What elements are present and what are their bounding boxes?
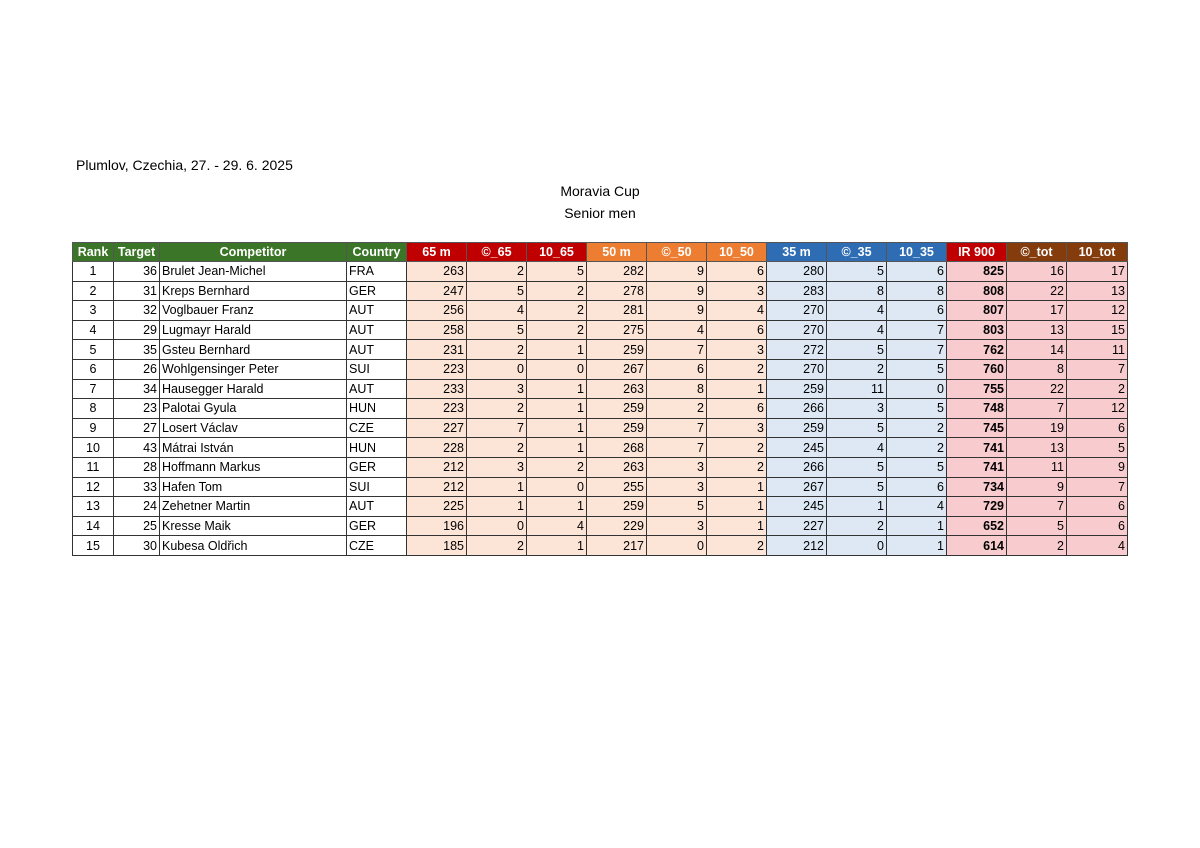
tens-tot-cell: 11	[1067, 340, 1128, 360]
tens-65-cell: 4	[527, 516, 587, 536]
tens-50-cell: 2	[707, 457, 767, 477]
score-50m-cell: 255	[587, 477, 647, 497]
tens-35-cell: 0	[887, 379, 947, 399]
target-cell: 29	[114, 320, 160, 340]
ir900-total-cell: 803	[947, 320, 1007, 340]
event-category: Senior men	[564, 205, 636, 221]
c-tot-cell: 5	[1007, 516, 1067, 536]
score-35m-cell: 212	[767, 536, 827, 556]
ir900-total-cell: 760	[947, 359, 1007, 379]
rank-cell: 12	[73, 477, 114, 497]
header-10-50: 10_50	[707, 243, 767, 262]
c-tot-cell: 14	[1007, 340, 1067, 360]
tens-65-cell: 1	[527, 379, 587, 399]
table-row	[73, 262, 1128, 282]
c50-cell: 7	[647, 418, 707, 438]
c-tot-cell: 9	[1007, 477, 1067, 497]
competitor-cell: Kreps Bernhard	[160, 281, 347, 301]
event-title-block	[0, 180, 1200, 224]
c50-cell: 3	[647, 477, 707, 497]
tens-50-cell: 2	[707, 438, 767, 458]
table-row	[73, 301, 1128, 321]
c35-cell: 2	[827, 359, 887, 379]
c65-cell: 4	[467, 301, 527, 321]
score-35m-cell: 270	[767, 359, 827, 379]
c35-cell: 11	[827, 379, 887, 399]
c50-cell: 9	[647, 281, 707, 301]
tens-65-cell: 1	[527, 536, 587, 556]
c35-cell: 4	[827, 320, 887, 340]
tens-tot-cell: 6	[1067, 516, 1128, 536]
table-row	[73, 320, 1128, 340]
score-50m-cell: 263	[587, 457, 647, 477]
table-row	[73, 516, 1128, 536]
score-65m-cell: 223	[407, 399, 467, 419]
header-10-tot: 10_tot	[1067, 243, 1128, 262]
tens-35-cell: 8	[887, 281, 947, 301]
c50-cell: 6	[647, 359, 707, 379]
score-65m-cell: 223	[407, 359, 467, 379]
tens-tot-cell: 12	[1067, 301, 1128, 321]
score-50m-cell: 267	[587, 359, 647, 379]
country-cell: FRA	[347, 262, 407, 282]
rank-cell: 6	[73, 359, 114, 379]
tens-tot-cell: 4	[1067, 536, 1128, 556]
c65-cell: 2	[467, 340, 527, 360]
tens-65-cell: 5	[527, 262, 587, 282]
tens-65-cell: 1	[527, 438, 587, 458]
table-row	[73, 497, 1128, 517]
tens-50-cell: 6	[707, 262, 767, 282]
header-country: Country	[347, 243, 407, 262]
header-35m: 35 m	[767, 243, 827, 262]
tens-tot-cell: 2	[1067, 379, 1128, 399]
header-c50: ©_50	[647, 243, 707, 262]
header-c65: ©_65	[467, 243, 527, 262]
country-cell: GER	[347, 457, 407, 477]
c50-cell: 7	[647, 438, 707, 458]
header-rank: Rank	[73, 243, 114, 262]
score-50m-cell: 281	[587, 301, 647, 321]
score-65m-cell: 263	[407, 262, 467, 282]
target-cell: 30	[114, 536, 160, 556]
c35-cell: 1	[827, 497, 887, 517]
rank-cell: 8	[73, 399, 114, 419]
c35-cell: 5	[827, 262, 887, 282]
c50-cell: 9	[647, 301, 707, 321]
competitor-cell: Hoffmann Markus	[160, 457, 347, 477]
tens-65-cell: 0	[527, 359, 587, 379]
score-35m-cell: 227	[767, 516, 827, 536]
ir900-total-cell: 741	[947, 438, 1007, 458]
tens-65-cell: 2	[527, 457, 587, 477]
table-row	[73, 379, 1128, 399]
tens-50-cell: 3	[707, 340, 767, 360]
competitor-cell: Hausegger Harald	[160, 379, 347, 399]
target-cell: 32	[114, 301, 160, 321]
c50-cell: 7	[647, 340, 707, 360]
score-50m-cell: 259	[587, 399, 647, 419]
country-cell: CZE	[347, 418, 407, 438]
score-35m-cell: 259	[767, 418, 827, 438]
country-cell: HUN	[347, 438, 407, 458]
tens-65-cell: 1	[527, 340, 587, 360]
header-10-65: 10_65	[527, 243, 587, 262]
competitor-cell: Kresse Maik	[160, 516, 347, 536]
tens-50-cell: 6	[707, 320, 767, 340]
c50-cell: 5	[647, 497, 707, 517]
tens-50-cell: 2	[707, 536, 767, 556]
ir900-total-cell: 748	[947, 399, 1007, 419]
header-c35: ©_35	[827, 243, 887, 262]
competitor-cell: Losert Václav	[160, 418, 347, 438]
ir900-total-cell: 825	[947, 262, 1007, 282]
ir900-total-cell: 807	[947, 301, 1007, 321]
competitor-cell: Lugmayr Harald	[160, 320, 347, 340]
competitor-cell: Zehetner Martin	[160, 497, 347, 517]
target-cell: 34	[114, 379, 160, 399]
rank-cell: 9	[73, 418, 114, 438]
header-ir900: IR 900	[947, 243, 1007, 262]
c35-cell: 3	[827, 399, 887, 419]
tens-35-cell: 5	[887, 399, 947, 419]
score-50m-cell: 259	[587, 418, 647, 438]
target-cell: 25	[114, 516, 160, 536]
tens-35-cell: 1	[887, 516, 947, 536]
score-50m-cell: 263	[587, 379, 647, 399]
tens-35-cell: 7	[887, 340, 947, 360]
tens-50-cell: 3	[707, 418, 767, 438]
country-cell: AUT	[347, 497, 407, 517]
ir900-total-cell: 729	[947, 497, 1007, 517]
c65-cell: 3	[467, 457, 527, 477]
score-50m-cell: 275	[587, 320, 647, 340]
tens-65-cell: 1	[527, 399, 587, 419]
c35-cell: 2	[827, 516, 887, 536]
tens-35-cell: 4	[887, 497, 947, 517]
event-location-date: Plumlov, Czechia, 27. - 29. 6. 2025	[76, 157, 293, 173]
c65-cell: 2	[467, 262, 527, 282]
country-cell: SUI	[347, 359, 407, 379]
c-tot-cell: 7	[1007, 399, 1067, 419]
results-table	[72, 242, 1128, 556]
competitor-cell: Hafen Tom	[160, 477, 347, 497]
c-tot-cell: 17	[1007, 301, 1067, 321]
score-65m-cell: 196	[407, 516, 467, 536]
c65-cell: 5	[467, 281, 527, 301]
rank-cell: 7	[73, 379, 114, 399]
c-tot-cell: 7	[1007, 497, 1067, 517]
tens-50-cell: 1	[707, 516, 767, 536]
rank-cell: 3	[73, 301, 114, 321]
table-row	[73, 418, 1128, 438]
competitor-cell: Mátrai István	[160, 438, 347, 458]
target-cell: 28	[114, 457, 160, 477]
table-header-row	[73, 243, 1128, 262]
score-35m-cell: 245	[767, 497, 827, 517]
tens-tot-cell: 6	[1067, 418, 1128, 438]
competitor-cell: Gsteu Bernhard	[160, 340, 347, 360]
tens-tot-cell: 6	[1067, 497, 1128, 517]
ir900-total-cell: 755	[947, 379, 1007, 399]
score-65m-cell: 231	[407, 340, 467, 360]
c35-cell: 5	[827, 477, 887, 497]
tens-35-cell: 5	[887, 457, 947, 477]
country-cell: HUN	[347, 399, 407, 419]
tens-35-cell: 5	[887, 359, 947, 379]
header-competitor: Competitor	[160, 243, 347, 262]
c35-cell: 0	[827, 536, 887, 556]
score-50m-cell: 229	[587, 516, 647, 536]
country-cell: GER	[347, 281, 407, 301]
c50-cell: 3	[647, 516, 707, 536]
score-50m-cell: 282	[587, 262, 647, 282]
tens-35-cell: 6	[887, 262, 947, 282]
target-cell: 31	[114, 281, 160, 301]
score-65m-cell: 212	[407, 477, 467, 497]
tens-35-cell: 7	[887, 320, 947, 340]
score-50m-cell: 259	[587, 340, 647, 360]
score-65m-cell: 258	[407, 320, 467, 340]
tens-35-cell: 6	[887, 477, 947, 497]
tens-65-cell: 1	[527, 418, 587, 438]
tens-35-cell: 1	[887, 536, 947, 556]
ir900-total-cell: 745	[947, 418, 1007, 438]
country-cell: CZE	[347, 536, 407, 556]
tens-65-cell: 1	[527, 497, 587, 517]
table-row	[73, 359, 1128, 379]
c65-cell: 2	[467, 536, 527, 556]
tens-tot-cell: 7	[1067, 359, 1128, 379]
rank-cell: 5	[73, 340, 114, 360]
c65-cell: 2	[467, 438, 527, 458]
c65-cell: 7	[467, 418, 527, 438]
score-35m-cell: 283	[767, 281, 827, 301]
c65-cell: 2	[467, 399, 527, 419]
tens-tot-cell: 12	[1067, 399, 1128, 419]
score-35m-cell: 280	[767, 262, 827, 282]
rank-cell: 10	[73, 438, 114, 458]
ir900-total-cell: 652	[947, 516, 1007, 536]
tens-tot-cell: 17	[1067, 262, 1128, 282]
score-65m-cell: 233	[407, 379, 467, 399]
results-body	[73, 262, 1128, 556]
table-row	[73, 457, 1128, 477]
score-65m-cell: 247	[407, 281, 467, 301]
c-tot-cell: 16	[1007, 262, 1067, 282]
tens-tot-cell: 13	[1067, 281, 1128, 301]
tens-35-cell: 2	[887, 418, 947, 438]
c65-cell: 1	[467, 477, 527, 497]
header-target: Target	[114, 243, 160, 262]
score-65m-cell: 185	[407, 536, 467, 556]
tens-65-cell: 2	[527, 301, 587, 321]
c-tot-cell: 22	[1007, 379, 1067, 399]
score-65m-cell: 256	[407, 301, 467, 321]
score-35m-cell: 267	[767, 477, 827, 497]
country-cell: AUT	[347, 301, 407, 321]
score-65m-cell: 228	[407, 438, 467, 458]
c65-cell: 3	[467, 379, 527, 399]
ir900-total-cell: 762	[947, 340, 1007, 360]
rank-cell: 13	[73, 497, 114, 517]
table-row	[73, 438, 1128, 458]
table-row	[73, 281, 1128, 301]
table-row	[73, 340, 1128, 360]
header-65m: 65 m	[407, 243, 467, 262]
rank-cell: 11	[73, 457, 114, 477]
header-10-35: 10_35	[887, 243, 947, 262]
score-65m-cell: 212	[407, 457, 467, 477]
tens-50-cell: 1	[707, 497, 767, 517]
target-cell: 35	[114, 340, 160, 360]
header-50m: 50 m	[587, 243, 647, 262]
target-cell: 26	[114, 359, 160, 379]
c50-cell: 8	[647, 379, 707, 399]
tens-tot-cell: 15	[1067, 320, 1128, 340]
competitor-cell: Kubesa Oldřich	[160, 536, 347, 556]
score-50m-cell: 268	[587, 438, 647, 458]
table-row	[73, 536, 1128, 556]
country-cell: GER	[347, 516, 407, 536]
tens-tot-cell: 7	[1067, 477, 1128, 497]
rank-cell: 14	[73, 516, 114, 536]
c65-cell: 5	[467, 320, 527, 340]
target-cell: 24	[114, 497, 160, 517]
c35-cell: 8	[827, 281, 887, 301]
c-tot-cell: 11	[1007, 457, 1067, 477]
rank-cell: 1	[73, 262, 114, 282]
competitor-cell: Brulet Jean-Michel	[160, 262, 347, 282]
c35-cell: 4	[827, 438, 887, 458]
score-35m-cell: 266	[767, 457, 827, 477]
score-35m-cell: 245	[767, 438, 827, 458]
c50-cell: 0	[647, 536, 707, 556]
target-cell: 33	[114, 477, 160, 497]
target-cell: 43	[114, 438, 160, 458]
c-tot-cell: 19	[1007, 418, 1067, 438]
table-row	[73, 399, 1128, 419]
ir900-total-cell: 808	[947, 281, 1007, 301]
target-cell: 23	[114, 399, 160, 419]
rank-cell: 2	[73, 281, 114, 301]
c50-cell: 4	[647, 320, 707, 340]
score-35m-cell: 270	[767, 301, 827, 321]
tens-50-cell: 1	[707, 477, 767, 497]
c-tot-cell: 2	[1007, 536, 1067, 556]
score-50m-cell: 278	[587, 281, 647, 301]
c35-cell: 5	[827, 457, 887, 477]
country-cell: AUT	[347, 340, 407, 360]
tens-tot-cell: 9	[1067, 457, 1128, 477]
tens-50-cell: 3	[707, 281, 767, 301]
c-tot-cell: 13	[1007, 438, 1067, 458]
score-65m-cell: 225	[407, 497, 467, 517]
event-name: Moravia Cup	[560, 183, 640, 199]
ir900-total-cell: 734	[947, 477, 1007, 497]
c50-cell: 2	[647, 399, 707, 419]
header-c-tot: ©_tot	[1007, 243, 1067, 262]
country-cell: AUT	[347, 379, 407, 399]
tens-65-cell: 2	[527, 281, 587, 301]
ir900-total-cell: 741	[947, 457, 1007, 477]
c35-cell: 5	[827, 418, 887, 438]
c-tot-cell: 22	[1007, 281, 1067, 301]
c35-cell: 4	[827, 301, 887, 321]
c-tot-cell: 13	[1007, 320, 1067, 340]
score-50m-cell: 259	[587, 497, 647, 517]
target-cell: 36	[114, 262, 160, 282]
tens-65-cell: 2	[527, 320, 587, 340]
c50-cell: 9	[647, 262, 707, 282]
score-50m-cell: 217	[587, 536, 647, 556]
competitor-cell: Voglbauer Franz	[160, 301, 347, 321]
country-cell: SUI	[347, 477, 407, 497]
tens-tot-cell: 5	[1067, 438, 1128, 458]
table-row	[73, 477, 1128, 497]
score-35m-cell: 272	[767, 340, 827, 360]
country-cell: AUT	[347, 320, 407, 340]
competitor-cell: Palotai Gyula	[160, 399, 347, 419]
c65-cell: 0	[467, 516, 527, 536]
tens-65-cell: 0	[527, 477, 587, 497]
c-tot-cell: 8	[1007, 359, 1067, 379]
score-35m-cell: 259	[767, 379, 827, 399]
target-cell: 27	[114, 418, 160, 438]
c65-cell: 1	[467, 497, 527, 517]
c35-cell: 5	[827, 340, 887, 360]
score-35m-cell: 266	[767, 399, 827, 419]
c65-cell: 0	[467, 359, 527, 379]
tens-50-cell: 4	[707, 301, 767, 321]
tens-50-cell: 6	[707, 399, 767, 419]
score-35m-cell: 270	[767, 320, 827, 340]
tens-50-cell: 2	[707, 359, 767, 379]
rank-cell: 4	[73, 320, 114, 340]
ir900-total-cell: 614	[947, 536, 1007, 556]
tens-50-cell: 1	[707, 379, 767, 399]
tens-35-cell: 6	[887, 301, 947, 321]
c50-cell: 3	[647, 457, 707, 477]
score-65m-cell: 227	[407, 418, 467, 438]
tens-35-cell: 2	[887, 438, 947, 458]
rank-cell: 15	[73, 536, 114, 556]
competitor-cell: Wohlgensinger Peter	[160, 359, 347, 379]
